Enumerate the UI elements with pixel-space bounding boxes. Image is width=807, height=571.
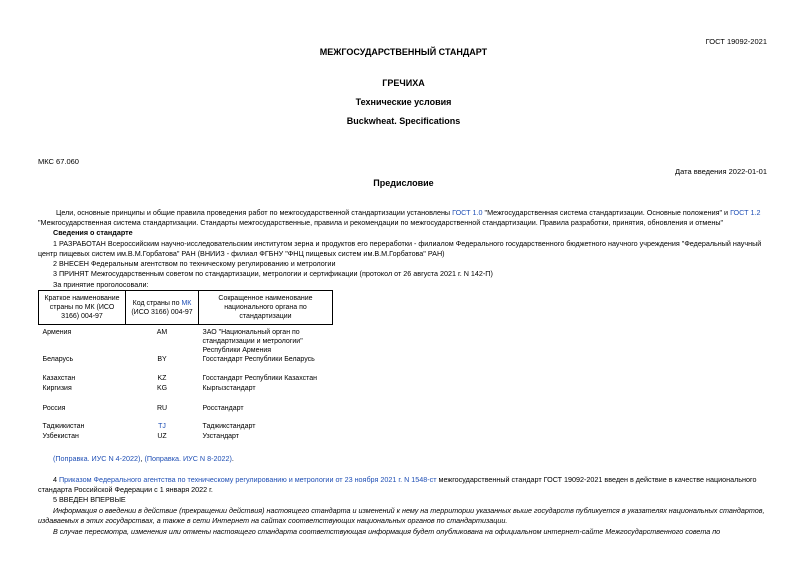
country-cell: Киргизия bbox=[42, 385, 72, 392]
doc-code: ГОСТ 19092-2021 bbox=[705, 37, 767, 46]
intro-date: Дата введения 2022-01-01 bbox=[675, 167, 767, 176]
table-row bbox=[39, 384, 333, 404]
p1-text-a: Цели, основные принципы и общие правила проведения работ по межгосударственной стандартизации установлены bbox=[56, 208, 453, 217]
amend-end: . bbox=[231, 454, 234, 463]
col2-text-a: Код страны по bbox=[132, 299, 182, 307]
body-cell: Кыргызстандарт bbox=[202, 385, 256, 392]
table-row bbox=[39, 374, 333, 384]
code-cell bbox=[126, 422, 199, 432]
country-cell: Таджикистан bbox=[42, 423, 85, 430]
country-cell: Россия bbox=[42, 405, 66, 412]
country-cell: Узбекистан bbox=[42, 433, 79, 440]
standard-type: МЕЖГОСУДАРСТВЕННЫЙ СТАНДАРТ bbox=[319, 47, 488, 57]
amendment-link-8-2022[interactable]: (Поправка. ИУС N 8-2022) bbox=[144, 454, 232, 463]
body-cell: Узстандарт bbox=[202, 433, 239, 440]
mk-link[interactable]: МК bbox=[181, 299, 192, 307]
gost-1-0-link[interactable]: ГОСТ 1.0 bbox=[452, 208, 483, 217]
amend-sep: , bbox=[140, 454, 145, 463]
p1-text-c: "Межгосударственная система стандартизации. Стандарты межгосударственные, правила и рекомендации по межгосударственной стандартизации. Правила разработки, принятия, обновления и отмены" bbox=[38, 218, 724, 227]
amendments bbox=[53, 454, 788, 464]
info-italic: Информация о введении в действие (прекращении действия) настоящего стандарта и изменений к нему на территории указанных выше государств публикуется в указателях национальных стандартов, издаваемых в этих государствах, а также в сети Интернет на сайтах соответствующих национальных органов по стандартизации. bbox=[38, 506, 765, 525]
preface-paragraph-1 bbox=[38, 208, 773, 228]
code-cell: BY bbox=[157, 356, 167, 363]
code-cell: AM bbox=[156, 329, 168, 336]
col-code-header bbox=[126, 291, 199, 325]
body-cell: ЗАО "Национальный орган по стандартизации и метрологии" Республики Армения bbox=[202, 329, 303, 354]
order-link[interactable]: Приказом Федерального агентства по техническому регулированию и метрологии от 23 ноября 2021 г. N 1548-ст bbox=[59, 475, 437, 484]
voting-states-table bbox=[38, 290, 333, 441]
p1-text-b: "Межгосударственная система стандартизации. Основные положения" и bbox=[482, 208, 731, 217]
table-row bbox=[39, 404, 333, 422]
item-2: 2 ВНЕСЕН Федеральным агентством по техническому регулированию и метрологии bbox=[53, 259, 336, 268]
voted-label: За принятие проголосовали: bbox=[53, 280, 149, 289]
gost-1-2-link[interactable]: ГОСТ 1.2 bbox=[730, 208, 761, 217]
table-row bbox=[39, 432, 333, 441]
country-cell: Казахстан bbox=[42, 375, 76, 382]
doc-title: ГРЕЧИХА bbox=[382, 78, 425, 88]
revision-italic: В случае пересмотра, изменения или отмены настоящего стандарта соответствующая информация будет опубликована на официальном интернет-сайте Межгосударственного совета по bbox=[53, 527, 721, 536]
item-5: 5 ВВЕДЕН ВПЕРВЫЕ bbox=[53, 495, 126, 504]
country-cell: Армения bbox=[42, 329, 72, 336]
item-1: 1 РАЗРАБОТАН Всероссийским научно-исследовательским институтом зерна и продуктов его переработки - филиалом Федерального государственного бюджетного научного учреждения "Федеральный научный центр пищевых систем им.В.М.Горбатова" РАН (ВНИИЗ - филиал ФГБНУ "ФНЦ пищевых систем им.В.М.Горбатова" РАН) bbox=[38, 239, 762, 258]
tj-code-link[interactable]: TJ bbox=[158, 423, 166, 430]
doc-subtitle: Технические условия bbox=[355, 97, 452, 107]
code-cell: RU bbox=[156, 405, 168, 412]
info-heading: Сведения о стандарте bbox=[53, 228, 133, 237]
doc-title-en: Buckwheat. Specifications bbox=[346, 116, 461, 126]
table-row bbox=[39, 422, 333, 432]
mks-code: МКС 67.060 bbox=[38, 157, 79, 166]
code-cell: KZ bbox=[157, 375, 167, 382]
code-cell: UZ bbox=[157, 433, 167, 440]
table-row bbox=[39, 355, 333, 374]
section-title: Предисловие bbox=[373, 178, 434, 188]
item4-num: 4 bbox=[53, 475, 59, 484]
country-cell: Беларусь bbox=[42, 356, 74, 363]
body-cell: Таджикстандарт bbox=[202, 423, 256, 430]
table-header-row bbox=[39, 291, 333, 325]
col-country-header: Краткое наименование страны по МК (ИСО 3166) 004-97 bbox=[39, 291, 126, 325]
item4-text: межгосударственный стандарт ГОСТ 19092-2021 введен в действие в качестве национального стандарта Российской Федерации с 1 января 2022 г. bbox=[38, 475, 757, 494]
item-3: 3 ПРИНЯТ Межгосударственным советом по стандартизации, метрологии и сертификации (протокол от 26 августа 2021 г. N 142-П) bbox=[53, 269, 493, 278]
code-cell: KG bbox=[156, 385, 168, 392]
body-cell: Росстандарт bbox=[202, 405, 244, 412]
body-cell: Госстандарт Республики Казахстан bbox=[202, 375, 318, 382]
body-cell: Госстандарт Республики Беларусь bbox=[202, 356, 315, 363]
table-row bbox=[39, 325, 333, 356]
col-body-header: Сокращенное наименование национального органа по стандартизации bbox=[199, 291, 333, 325]
amendment-link-4-2022[interactable]: (Поправка. ИУС N 4-2022) bbox=[53, 454, 141, 463]
item-4 bbox=[38, 475, 773, 495]
col2-text-b: (ИСО 3166) 004-97 bbox=[131, 308, 193, 316]
